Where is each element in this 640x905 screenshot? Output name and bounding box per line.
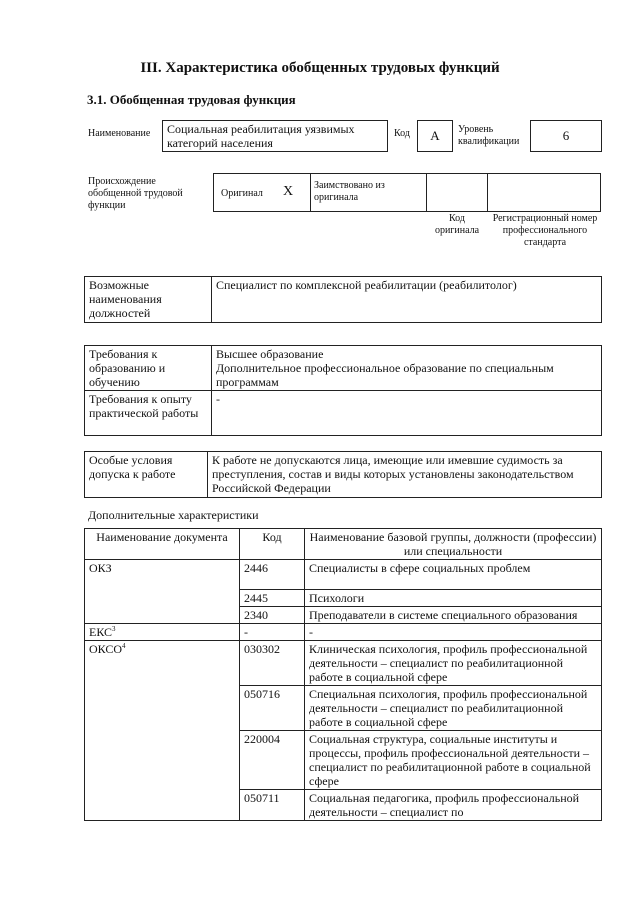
naimenovanie-value: Социальная реабилитация уязвимых категорий населения — [162, 120, 388, 152]
osobye-table — [84, 451, 602, 498]
row-code: 050716 — [240, 686, 305, 731]
dop-title: Дополнительные характеристики — [88, 508, 259, 522]
origin-divider-1 — [310, 173, 311, 212]
row-code: 050711 — [240, 790, 305, 821]
row-name: Преподаватели в системе специального образования — [305, 607, 602, 624]
table-row — [85, 641, 602, 686]
opyt-value: - — [212, 391, 602, 436]
obrazovanie-label: Требования к образованию и обучению — [85, 346, 212, 391]
okz-cell: ОКЗ — [85, 560, 240, 624]
proiskhozhdenie-label: Происхождение обобщенной трудовой функции — [88, 176, 183, 211]
reg-nomer-label: Регистрационный номер профессионального стандарта — [492, 213, 598, 248]
zaimstvovano-label: Заимствовано из оригинала — [314, 180, 385, 203]
origin-divider-3 — [487, 173, 488, 212]
dolzhnosti-label: Возможные наименования должностей — [85, 277, 212, 323]
uroven-label: Уровень квалификации — [458, 124, 520, 147]
kod-value: A — [417, 120, 453, 152]
header-code: Код — [240, 529, 305, 560]
eks-footnote: 3 — [112, 625, 116, 633]
table-row — [85, 560, 602, 590]
opyt-label: Требования к опыту практической работы — [85, 391, 212, 436]
okso-label: ОКСО — [89, 642, 123, 656]
kod-label: Код — [394, 128, 410, 139]
obrazovanie-line1: Высшее образование — [216, 347, 324, 361]
okso-footnote: 4 — [122, 642, 126, 650]
header-name: Наименование базовой группы, должности (профессии) или специальности — [305, 529, 602, 560]
row-code: 220004 — [240, 731, 305, 790]
row-name: Специальная психология, профиль профессиональной деятельности – специалист по реабилитационной работе в социальной сфере — [305, 686, 602, 731]
row-name: Социальная педагогика, профиль профессиональной деятельности – специалист по — [305, 790, 602, 821]
dolzhnosti-table — [84, 276, 602, 323]
section-subtitle: 3.1. Обобщенная трудовая функция — [87, 92, 296, 107]
row-code: - — [240, 624, 305, 641]
obrazovanie-line2: Дополнительное профессиональное образование по специальным программам — [216, 361, 554, 389]
row-code: 2445 — [240, 590, 305, 607]
kod-originala-label: Код оригинала — [434, 213, 480, 236]
osobye-label: Особые условия допуска к работе — [85, 452, 208, 498]
original-label: Оригинал — [221, 188, 263, 199]
obrazovanie-cell — [212, 346, 602, 391]
row-name: Социальная структура, социальные институты и процессы, профиль профессиональной деятельности – специалист по реабилитационной работе в социальной сфере — [305, 731, 602, 790]
dolzhnosti-value: Специалист по комплексной реабилитации (реабилитолог) — [212, 277, 602, 323]
naimenovanie-label: Наименование — [88, 128, 151, 139]
row-name: - — [305, 624, 602, 641]
dop-table — [84, 528, 602, 821]
table-row — [85, 624, 602, 641]
row-code: 2446 — [240, 560, 305, 590]
okso-cell — [85, 641, 240, 821]
section-title: III. Характеристика обобщенных трудовых функций — [140, 60, 500, 76]
uroven-value: 6 — [530, 120, 602, 152]
origin-divider-2 — [426, 173, 427, 212]
osobye-value: К работе не допускаются лица, имеющие или имевшие судимость за преступления, состав и виды которых установлены законодательством Российской Федерации — [208, 452, 602, 498]
table-header-row — [85, 529, 602, 560]
original-mark: X — [283, 184, 294, 199]
row-name: Психологи — [305, 590, 602, 607]
trebovaniya-table — [84, 345, 602, 436]
row-code: 2340 — [240, 607, 305, 624]
eks-cell — [85, 624, 240, 641]
header-doc: Наименование документа — [85, 529, 240, 560]
row-name: Клиническая психология, профиль профессиональной деятельности – специалист по реабилитационной работе в социальной сфере — [305, 641, 602, 686]
eks-label: ЕКС — [89, 625, 113, 639]
row-code: 030302 — [240, 641, 305, 686]
row-name: Специалисты в сфере социальных проблем — [305, 560, 602, 590]
